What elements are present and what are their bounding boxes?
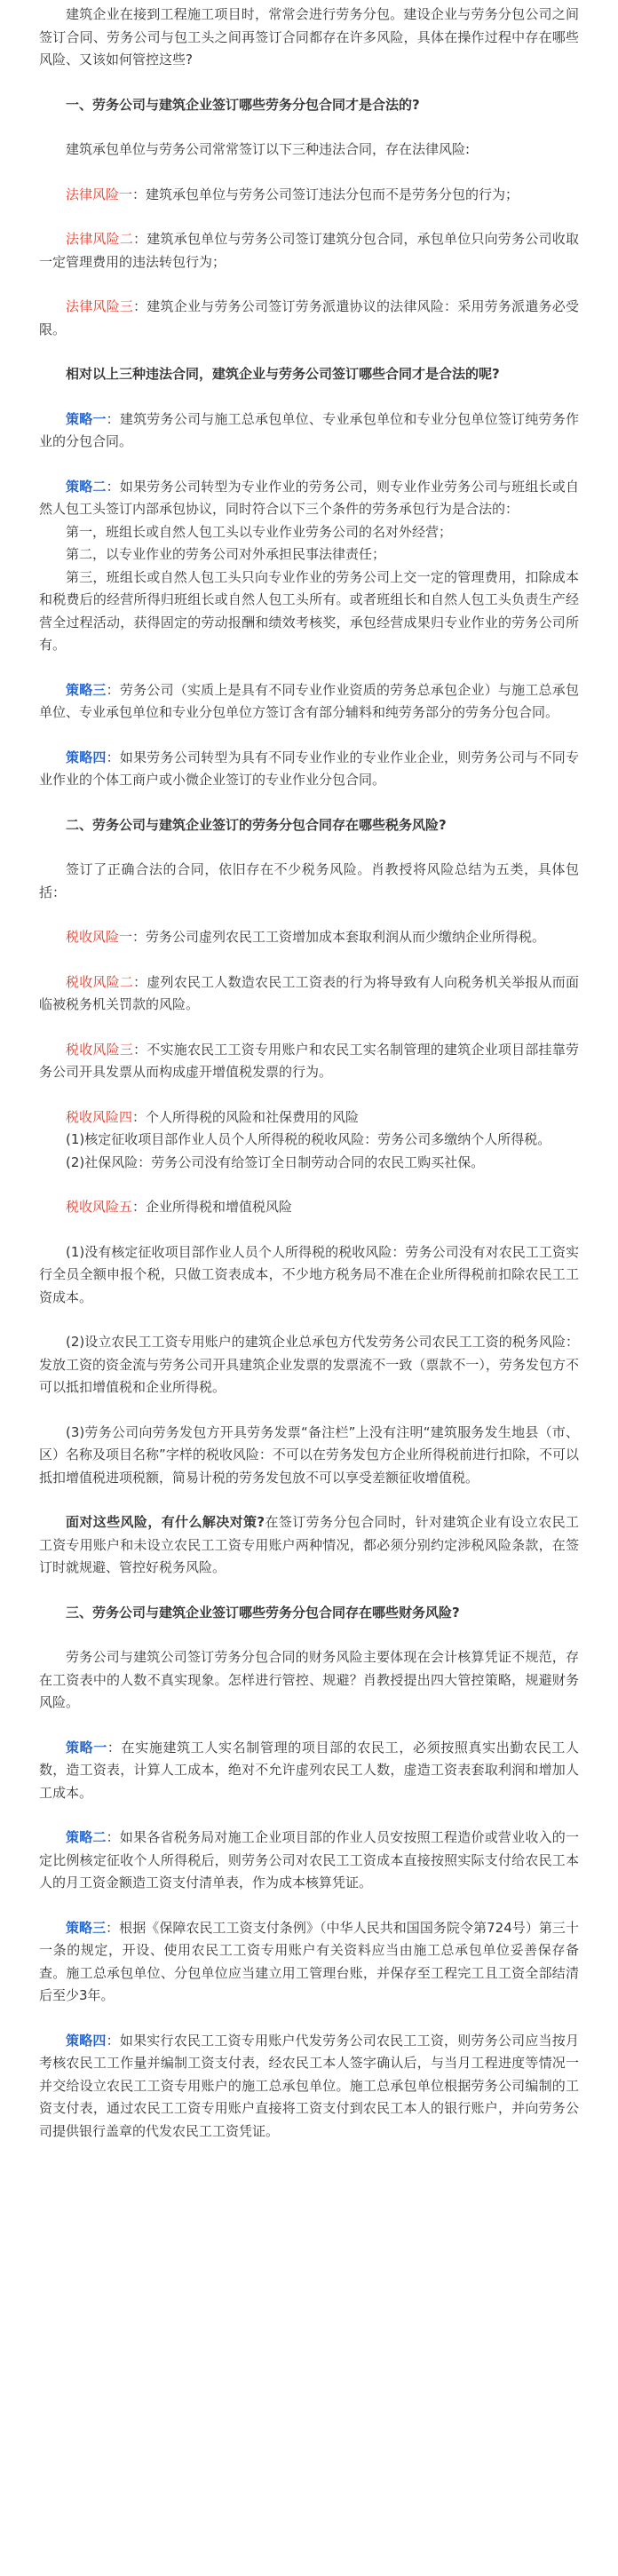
finance-strategy-4 xyxy=(39,2030,579,2144)
tax-risk-3 xyxy=(39,1039,579,1084)
risk-text: ：建筑承包单位与劳务公司签订违法分包而不是劳务分包的行为； xyxy=(132,186,519,202)
tax-risk-5-item-3: (3)劳务公司向劳务发包方开具劳务发票“备注栏”上没有注明“建筑服务发生地县（市、区）名称及项目名称”字样的税收风险：不可以在劳务发包方企业所得税前进行扣除，不可以抵扣增值税进项税额，简易计税的劳务发包放不可以享受差额征收增值税。 xyxy=(39,1423,579,1486)
risk-text: ：虚列农民工人数造农民工工资表的行为将导致有人向税务机关举报从而面临被税务机关罚款的风险。 xyxy=(39,973,579,1012)
risk-label: 法律风险一 xyxy=(66,186,133,202)
risk-text: ：建筑承包单位与劳务公司签订建筑分包合同，承包单位只向劳务公司收取一定管理费用的违法转包行为； xyxy=(39,231,579,270)
intro-paragraph: 建筑企业在接到工程施工项目时，常常会进行劳务分包。建设企业与劳务分包公司之间签订合同、劳务公司与包工头之间再签订合同都存在许多风险，具体在操作过程中存在哪些风险、又该如何管控这些? xyxy=(39,6,579,67)
strategy-label: 策略三 xyxy=(66,681,107,698)
tax-solution-paragraph xyxy=(39,1511,579,1580)
tax-risk-4 xyxy=(39,1106,579,1129)
solution-question: 面对这些风险，有什么解决对策? xyxy=(66,1514,265,1530)
strategy-text: ：如果实行农民工工资专用账户代发劳务公司农民工工资，则劳务公司应当按月考核农民工工作量并编制工资支付表，经农民工本人签字确认后，与当月工程进度等情况一并交给设立农民工工资专用账户的施工总承包单位。施工总承包单位根据劳务公司编制的工资支付表，通过农民工工资专用账户直接将工资支付到农民工本人的银行账户，并向劳务公司提供银行盖章的代发农民工工资凭证。 xyxy=(39,2032,579,2139)
strategy-text: ：如果各省税务局对施工企业项目部的作业人员安按照工程造价或营业收入的一定比例核定征收个人所得税后，则劳务公司对农民工工资成本直接按照实际支付给农民工本人的月工资金额造工资支付清单表，作为成本核算凭证。 xyxy=(39,1829,579,1890)
condition-1: 第一，班组长或自然人包工头以专业作业劳务公司的名对外经营； xyxy=(66,523,453,540)
legal-risk-2 xyxy=(39,228,579,273)
strategy-label: 策略一 xyxy=(66,410,107,427)
section-1-heading: 一、劳务公司与建筑企业签订哪些劳务分包合同才是合法的? xyxy=(66,96,420,113)
strategy-text: ：劳务公司（实质上是具有不同专业作业资质的劳务总承包企业）与施工总承包单位、专业承包单位和专业分包单位方签订含有部分辅料和纯劳务部分的劳务分包合同。 xyxy=(39,681,579,720)
tax-risk-4-item-1: (1)核定征收项目部作业人员个人所得税的税收风险：劳务公司多缴纳个人所得税。 xyxy=(66,1131,551,1147)
strategy-label: 策略二 xyxy=(66,478,107,495)
strategy-1 xyxy=(39,408,579,454)
risk-label: 税收风险四 xyxy=(66,1108,133,1125)
condition-2: 第二，以专业作业的劳务公司对外承担民事法律责任； xyxy=(66,546,386,562)
section-3-heading: 三、劳务公司与建筑企业签订哪些劳务分包合同存在哪些财务风险? xyxy=(66,1604,460,1621)
tax-risk-2 xyxy=(39,971,579,1017)
strategy-label: 策略四 xyxy=(66,2032,107,2049)
strategy-2 xyxy=(39,476,579,521)
strategy-text: ：建筑劳务公司与施工总承包单位、专业承包单位和专业分包单位签订纯劳务作业的分包合同。 xyxy=(39,410,579,449)
risk-label: 法律风险二 xyxy=(66,231,134,247)
risk-text: ：劳务公司虚列农民工工资增加成本套取利润从而少缴纳企业所得税。 xyxy=(132,929,546,945)
section-1-lead: 建筑承包单位与劳务公司常常签订以下三种违法合同，存在法律风险: xyxy=(66,141,471,157)
strategy-text: ：如果劳务公司转型为专业作业的劳务公司，则专业作业劳务公司与班组长或自然人包工头签订内部承包协议，同时符合以下三个条件的劳务承包行为是合法的： xyxy=(39,478,579,517)
risk-text: ：企业所得税和增值税风险 xyxy=(132,1199,293,1215)
strategy-text: ：在实施建筑工人实名制管理的项目部的农民工，必须按照真实出勤农民工人数，造工资表，计算人工成本，绝对不允许虚列农民工人数，虚造工资表套取利润和增加人工成本。 xyxy=(39,1739,579,1801)
finance-strategy-3 xyxy=(39,1917,579,2008)
risk-label: 法律风险三 xyxy=(66,298,134,314)
question-legal-contracts: 相对以上三种违法合同，建筑企业与劳务公司签订哪些合同才是合法的呢? xyxy=(66,366,500,382)
risk-text: ：建筑企业与劳务公司签订劳务派遣协议的法律风险：采用劳务派遣务必受限。 xyxy=(39,298,579,337)
risk-label: 税收风险五 xyxy=(66,1199,133,1215)
tax-risk-5-item-2: (2)设立农民工工资专用账户的建筑企业总承包方代发劳务公司农民工工资的税务风险：发放工资的资金流与劳务公司开具建筑企业发票的发票流不一致（票款不一），劳务发包方不可以抵扣增值税和企业所得税。 xyxy=(39,1334,579,1395)
strategy-text: ：根据《保障农民工工资支付条例》（中华人民共和国国务院令第724号）第三十一条的规定，开设、使用农民工工资专用账户有关资料应当由施工总承包单位妥善保存备查。施工总承包单位、分包单位应当建立用工管理台账，并保存至工程完工且工资全部结清后至少3年。 xyxy=(39,1919,579,2003)
strategy-label: 策略一 xyxy=(66,1739,107,1756)
risk-text: ：不实施农民工工资专用账户和农民工实名制管理的建筑企业项目部挂靠劳务公司开具发票从而构成虚开增值税发票的行为。 xyxy=(39,1041,579,1080)
condition-3: 第三，班组长或自然人包工头只向专业作业的劳务公司上交一定的管理费用，扣除成本和税费后的经营所得归班组长或自然人包工头所有。或者班组长和自然人包工头负责生产经营全过程活动，获得固定的劳动报酬和绩效考核奖，承包经营成果归专业作业的劳务公司所有。 xyxy=(39,568,579,653)
strategy-label: 策略二 xyxy=(66,1829,107,1845)
tax-risk-5 xyxy=(39,1196,579,1219)
solution-text: 在签订劳务分包合同时，针对建筑企业有设立农民工工资专用账户和未设立农民工工资专用账户两种情况，都必须分别约定涉税风险条款，在签订时就规避、管控好税务风险。 xyxy=(39,1514,579,1575)
section-3-lead: 劳务公司与建筑公司签订劳务分包合同的财务风险主要体现在会计核算凭证不规范，存在工资表中的人数不真实现象。怎样进行管控、规避？肖教授提出四大管控策略，规避财务风险。 xyxy=(39,1649,579,1710)
risk-label: 税收风险二 xyxy=(66,973,134,990)
risk-label: 税收风险三 xyxy=(66,1041,134,1058)
finance-strategy-1 xyxy=(39,1737,579,1805)
tax-risk-1 xyxy=(39,926,579,949)
strategy-3 xyxy=(39,679,579,725)
legal-risk-1 xyxy=(39,184,579,207)
strategy-4 xyxy=(39,747,579,792)
strategy-label: 策略三 xyxy=(66,1919,107,1936)
section-2-heading: 二、劳务公司与建筑企业签订的劳务分包合同存在哪些税务风险? xyxy=(66,816,447,833)
risk-text: ：个人所得税的风险和社保费用的风险 xyxy=(132,1108,360,1125)
finance-strategy-2 xyxy=(39,1827,579,1895)
tax-risk-4-item-2: (2)社保风险：劳务公司没有给签订全日制劳动合同的农民工购买社保。 xyxy=(66,1153,485,1170)
risk-label: 税收风险一 xyxy=(66,929,133,945)
strategy-text: ：如果劳务公司转型为具有不同专业作业的专业作业企业，则劳务公司与不同专业作业的个体工商户或小微企业签订的专业作业分包合同。 xyxy=(39,749,579,788)
tax-risk-5-item-1: (1)没有核定征收项目部作业人员个人所得税的税收风险：劳务公司没有对农民工工资实行全员全额申报个税，只做工资表成本，不少地方税务局不准在企业所得税前扣除农民工工资成本。 xyxy=(39,1243,579,1305)
strategy-label: 策略四 xyxy=(66,749,107,765)
section-2-lead: 签订了正确合法的合同，依旧存在不少税务风险。肖教授将风险总结为五类，具体包括： xyxy=(39,861,579,900)
legal-risk-3 xyxy=(39,296,579,341)
